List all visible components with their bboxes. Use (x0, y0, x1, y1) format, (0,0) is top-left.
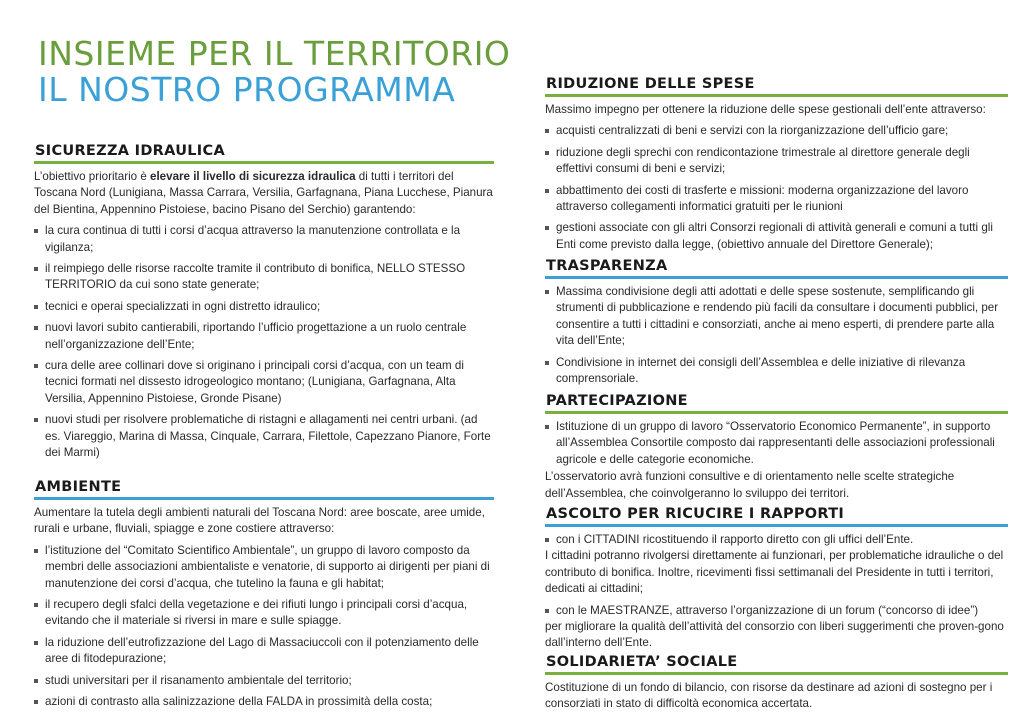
bullet-square-icon (545, 425, 549, 429)
section-trasparenza (545, 257, 1008, 387)
bullet-list (34, 543, 494, 711)
bullet-square-icon (34, 267, 38, 271)
section-intro: Massimo impegno per ottenere la riduzione delle spese gestionali dell’ente attraverso: (545, 103, 986, 116)
section-title: PARTECIPAZIONE (546, 393, 688, 409)
section-sicurezza-idraulica (34, 142, 494, 462)
list-item: il recupero degli sfalci della vegetazione e dei rifiuti lungo i principali corsi d’acqua, evitando che il materiale si riversi in mare e sulle spiagge. (34, 597, 494, 630)
list-item: la riduzione dell’eutrofizzazione del Lago di Massaciuccoli con il potenziamento delle aree di fitodepurazione; (34, 635, 494, 668)
section-ambiente (34, 478, 494, 710)
section-divider (545, 94, 1008, 97)
bullet-list (545, 532, 1008, 548)
bullet-list (545, 284, 1008, 387)
title-line-2: IL NOSTRO PROGRAMMA (38, 70, 456, 109)
bullet-square-icon (34, 700, 38, 704)
list-item: l’istituzione del “Comitato Scientifico Ambientale”, un gruppo di lavoro composto da membri delle associazioni ambientaliste e venatorie, di supporto ai dirigenti per piani di manutenzione dei corsi d’acqua, che tutelino la fauna e gli habitat; (34, 543, 494, 592)
list-item: il reimpiego delle risorse raccolte tramite il contributo di bonifica, NELLO STESSO TERRITORIO da cui sono state generate; (34, 261, 494, 294)
list-item: cura delle aree collinari dove si originano i principali corsi d’acqua, con un team di tecnici formati nel dissesto idrogeologico montano; (Lunigiana, Garfagnana, Alta Versilia, Appennino Pistoiese, Gronde Pisane) (34, 358, 494, 407)
bullet-list (545, 603, 1008, 619)
list-item: nuovi lavori subito cantierabili, riportando l’ufficio progettazione a un ruolo centrale nell’organizzazione dell’Ente; (34, 320, 494, 353)
list-item: la cura continua di tutti i corsi d’acqua attraverso la manutenzione controllata e la vigilanza; (34, 223, 494, 256)
section-ascolto (545, 505, 1008, 652)
section-partecipazione (545, 392, 1008, 502)
section-divider (545, 524, 1008, 527)
section-intro: Aumentare la tutela degli ambienti naturali del Toscana Nord: aree boscate, aree umide, rurali e urbane, fluviali, spiagge e zone costiere attraverso: (34, 506, 485, 536)
list-item: abbattimento dei costi di trasferte e missioni: moderna organizzazione del lavoro attraverso collegamenti informatici gratuiti per le riunioni (545, 183, 1008, 216)
bullet-list (545, 419, 1008, 468)
bullet-square-icon (545, 290, 549, 294)
bullet-square-icon (34, 603, 38, 607)
section-title: ASCOLTO PER RICUCIRE I RAPPORTI (546, 506, 845, 522)
paragraph: I cittadini potranno rivolgersi direttamente ai funzionari, per problematiche idrauliche o del contributo di bonifica. Inoltre, ricevimenti fissi settimanali del Presidente in tutti i territori, dedicati ai cittadini; (545, 549, 1004, 596)
bullet-square-icon (545, 189, 549, 193)
section-outro: L’osservatorio avrà funzioni consultive e di orientamento nelle scelte strategiche dell’Assemblea, che coinvolgeranno lo sviluppo dei territori. (545, 470, 955, 500)
bullet-square-icon (34, 305, 38, 309)
list-item: acquisti centralizzati di beni e servizi con la riorganizzazione dell’ufficio gare; (545, 123, 1008, 139)
section-divider (545, 672, 1008, 675)
bullet-list (545, 123, 1008, 253)
bullet-square-icon (545, 129, 549, 133)
section-title: AMBIENTE (35, 479, 122, 495)
list-item: gestioni associate con gli altri Consorzi regionali di attività generali e comuni a tutti gli Enti come previsto dalla legge, (obiettivo annuale del Direttore Generale); (545, 220, 1008, 253)
list-item: tecnici e operai specializzati in ogni distretto idraulico; (34, 299, 494, 315)
bullet-square-icon (34, 641, 38, 645)
section-title: SICUREZZA IDRAULICA (35, 143, 225, 159)
list-item: azioni di contrasto alla salinizzazione della FALDA in prossimità della costa; (34, 694, 494, 710)
list-item: con i CITTADINI ricostituendo il rapporto diretto con gli uffici dell’Ente. (545, 532, 1008, 548)
bullet-square-icon (34, 326, 38, 330)
bullet-square-icon (545, 151, 549, 155)
bullet-square-icon (34, 364, 38, 368)
section-intro: L’obiettivo prioritario è elevare il livello di sicurezza idraulica di tutti i territori del Toscana Nord (Lunigiana, Massa Carrara, Versilia, Garfagnana, Piana Lucchese, Pianura del Bientina, Appennino Pistoiese, bacino Pisano del Serchio) garantendo: (34, 170, 493, 216)
section-divider (545, 276, 1008, 279)
bullet-square-icon (545, 361, 549, 365)
section-title: RIDUZIONE DELLE SPESE (546, 76, 755, 92)
bullet-square-icon (545, 609, 549, 613)
section-title: TRASPARENZA (546, 258, 668, 274)
bullet-square-icon (34, 679, 38, 683)
bullet-square-icon (34, 418, 38, 422)
list-item: Massima condivisione degli atti adottati e delle spese sostenute, semplificando gli strumenti di pubblicazione e rendendo più facili da consultare i documenti pubblici, per consentire a tutti i cittadini e consorziati, anche ai meno esperti, di prendere parte alla vita dell’Ente; (545, 284, 1008, 350)
section-divider (34, 497, 494, 500)
list-item: nuovi studi per risolvere problematiche di ristagni e allagamenti nei centri urbani. (ad es. Viareggio, Marina di Massa, Cinquale, Carrara, Filettole, Capezzano Pianore, Forte dei Marmi) (34, 412, 494, 461)
section-title: SOLIDARIETA’ SOCIALE (546, 654, 738, 670)
section-solidarieta-sociale (545, 653, 1008, 713)
paragraph: per migliorare la qualità dell’attività del consorzio con liberi suggerimenti che proven-gono dall’interno dell’Ente. (545, 620, 1004, 650)
bullet-square-icon (545, 226, 549, 230)
list-item: Condivisione in internet dei consigli dell’Assemblea e delle iniziative di rilevanza comprensoriale. (545, 355, 1008, 388)
bullet-square-icon (545, 538, 549, 542)
list-item: Istituzione di un gruppo di lavoro “Osservatorio Economico Permanente”, in supporto all’Assemblea Consortile composto dai rappresentanti delle associazioni professionali agricole e delle categorie economiche. (545, 419, 1008, 468)
page-title (38, 36, 510, 108)
list-item: studi universitari per il risanamento ambientale del territorio; (34, 673, 494, 689)
list-item: riduzione degli sprechi con rendicontazione trimestrale al direttore generale degli effettivi consumi di beni e servizi; (545, 145, 1008, 178)
bullet-square-icon (34, 549, 38, 553)
section-divider (34, 161, 494, 164)
list-item: con le MAESTRANZE, attraverso l’organizzazione di un forum (“concorso di idee”) (545, 603, 1008, 619)
section-divider (545, 411, 1008, 414)
title-line-1: INSIEME PER IL TERRITORIO (38, 34, 511, 73)
highlight-text: elevare il livello di sicurezza idraulica (150, 170, 356, 183)
section-text: Costituzione di un fondo di bilancio, con risorse da destinare ad azioni di sostegno per i consorziati in stato di difficoltà economica accertata. (545, 681, 993, 711)
bullet-list (34, 223, 494, 461)
section-riduzione-spese (545, 75, 1008, 253)
bullet-square-icon (34, 229, 38, 233)
